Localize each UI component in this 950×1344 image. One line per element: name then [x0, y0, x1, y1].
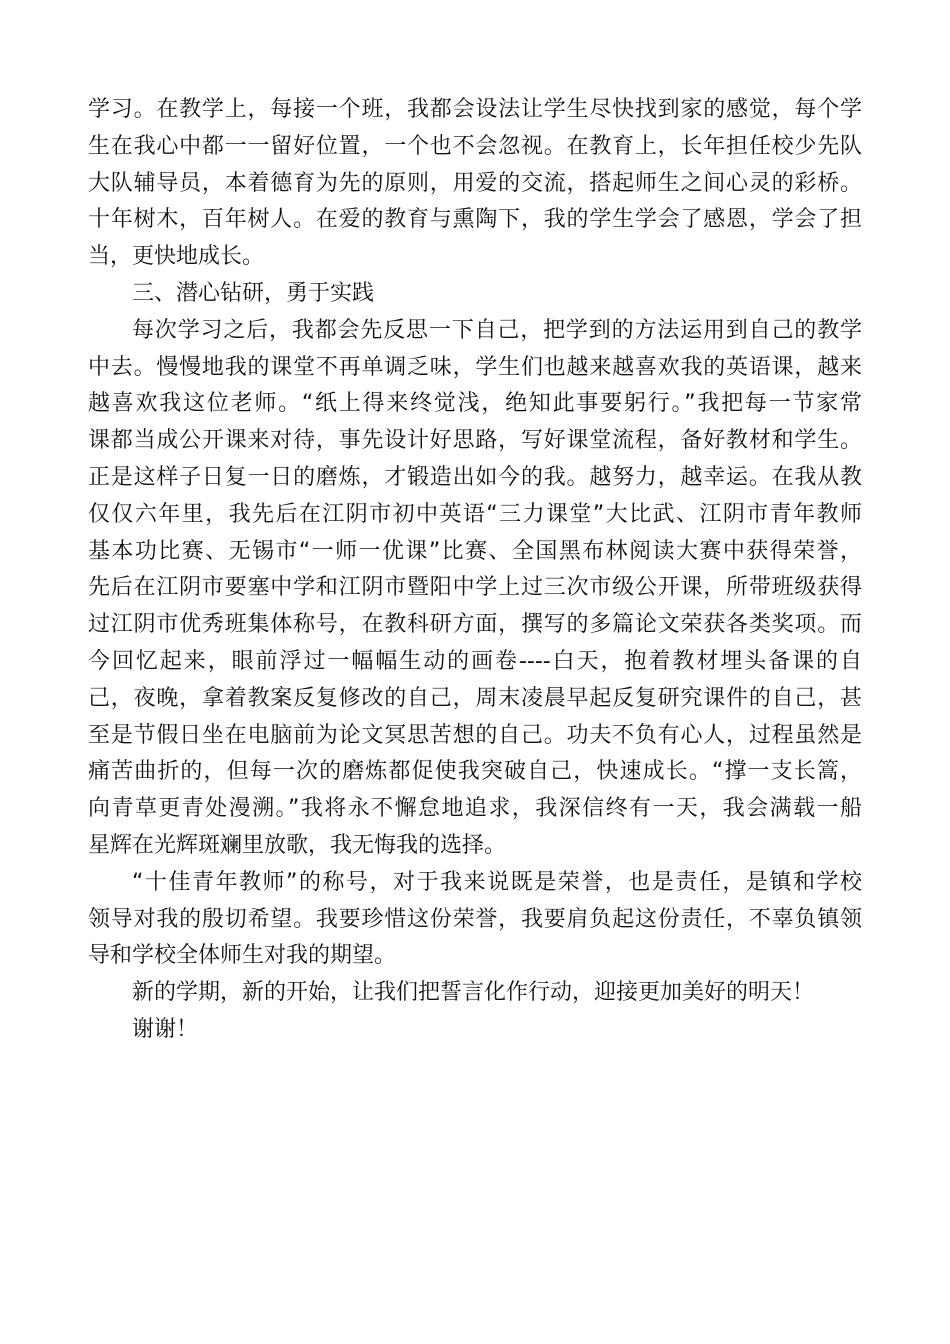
text-line: 先后在江阴市要塞中学和江阴市暨阳中学上过三次市级公开课，所带班级获得 [88, 575, 862, 601]
text-line: 越喜欢我这位老师。“纸上得来终觉浅，绝知此事要躬行。”我把每一节家常 [88, 391, 862, 417]
text-line: 课都当成公开课来对待，事先设计好思路，写好课堂流程，备好教材和学生。 [88, 428, 862, 454]
text-line: 痛苦曲折的，但每一次的磨炼都促使我突破自己，快速成长。“撑一支长篙， [88, 759, 862, 785]
text-line: 中去。慢慢地我的课堂不再单调乏味，学生们也越来越喜欢我的英语课，越来 [88, 354, 862, 380]
text-line: 谢谢！ [132, 1016, 199, 1042]
text-line: 基本功比赛、无锡市“一师一优课”比赛、全国黑布林阅读大赛中获得荣誉， [88, 538, 862, 564]
text-line: 每次学习之后，我都会先反思一下自己，把学到的方法运用到自己的教学 [132, 317, 862, 343]
text-line: 领导对我的殷切希望。我要珍惜这份荣誉，我要肩负起这份责任，不辜负镇领 [88, 906, 862, 932]
text-line: 过江阴市优秀班集体称号，在教科研方面，撰写的多篇论文荣获各类奖项。而 [88, 612, 862, 638]
text-line: 今回忆起来，眼前浮过一幅幅生动的画卷----白天，抱着教材埋头备课的自 [88, 648, 862, 674]
text-line: 至是节假日坐在电脑前为论文冥思苦想的自己。功夫不负有心人，过程虽然是 [88, 722, 862, 748]
text-line: “十佳青年教师”的称号，对于我来说既是荣誉，也是责任，是镇和学校 [132, 869, 862, 895]
text-line: 学习。在教学上，每接一个班，我都会设法让学生尽快找到家的感觉，每个学 [88, 97, 862, 122]
text-line: 向青草更青处漫溯。”我将永不懈怠地追求，我深信终有一天，我会满载一船 [88, 796, 862, 822]
text-line: 生在我心中都一一留好位置，一个也不会忽视。在教育上，长年担任校少先队 [88, 133, 862, 159]
text-line: 当，更快地成长。 [88, 244, 265, 270]
text-line: 新的学期，新的开始，让我们把誓言化作行动，迎接更加美好的明天！ [132, 980, 815, 1006]
text-line: 正是这样子日复一日的磨炼，才锻造出如今的我。越努力，越幸运。在我从教 [88, 464, 862, 490]
document-body [88, 92, 862, 1049]
text-line: 仅仅六年里，我先后在江阴市初中英语“三力课堂”大比武、江阴市青年教师 [88, 501, 862, 527]
text-line: 导和学校全体师生对我的期望。 [88, 943, 397, 969]
text-line: 大队辅导员，本着德育为先的原则，用爱的交流，搭起师生之间心灵的彩桥。 [88, 170, 862, 196]
text-line: 己，夜晚，拿着教案反复修改的自己，周末凌晨早起反复研究课件的自己，甚 [88, 685, 862, 711]
text-line: 三、潜心钻研，勇于实践 [132, 280, 375, 306]
text-line: 星辉在光辉斑斓里放歌，我无悔我的选择。 [88, 832, 507, 858]
text-line: 十年树木，百年树人。在爱的教育与熏陶下，我的学生学会了感恩，学会了担 [88, 207, 862, 233]
